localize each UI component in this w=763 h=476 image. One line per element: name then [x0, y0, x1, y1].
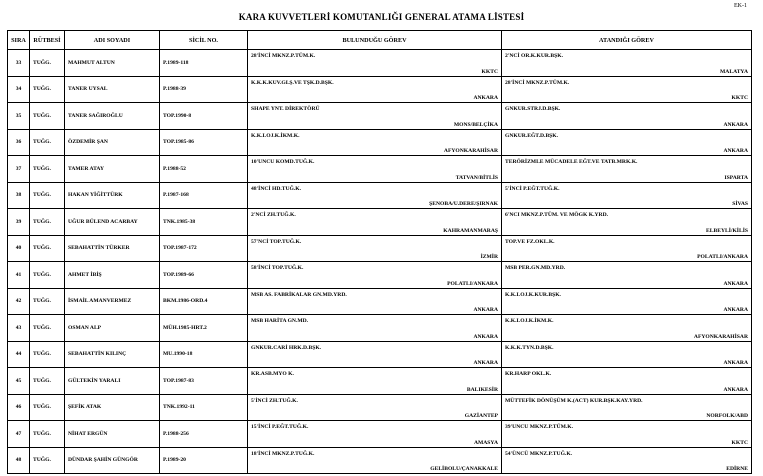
annex-label: EK-1: [734, 3, 747, 9]
row-sicil: TOP.1985-86: [160, 129, 248, 156]
row-number: 42: [8, 288, 30, 315]
row-rank: TUĞG.: [30, 341, 65, 368]
row-sicil: P.1989-20: [160, 447, 248, 474]
row-name: MAHMUT ALTUN: [65, 50, 160, 77]
current-location: TATVAN/BİTLİS: [455, 174, 498, 181]
row-number: 39: [8, 209, 30, 236]
new-location: KKTC: [731, 95, 748, 101]
row-current-post: [248, 235, 502, 262]
table-row: [8, 103, 752, 130]
current-location: BALIKESİR: [466, 386, 498, 393]
current-location: POLATLI/ANKARA: [447, 280, 498, 287]
row-number: 45: [8, 368, 30, 395]
row-current-post: [248, 156, 502, 183]
row-current-post: [248, 341, 502, 368]
row-number: 44: [8, 341, 30, 368]
row-new-post: [502, 129, 752, 156]
table-body: [8, 50, 752, 474]
row-current-post: [248, 421, 502, 448]
current-unit: 48'İNCİ HD.TUĞ.K.: [251, 185, 302, 192]
current-unit: 18'İNCİ MKNZ.P.TUĞ.K.: [251, 450, 315, 457]
row-sicil: P.1988-39: [160, 76, 248, 103]
row-rank: TUĞG.: [30, 156, 65, 183]
table-row: [8, 421, 752, 448]
row-sicil: TNK.1985-38: [160, 209, 248, 236]
row-current-post: [248, 103, 502, 130]
row-sicil: BKM.1986-ORD.4: [160, 288, 248, 315]
row-number: 35: [8, 103, 30, 130]
row-number: 41: [8, 262, 30, 289]
row-name: TAMER ATAY: [65, 156, 160, 183]
row-new-post: [502, 262, 752, 289]
table-row: [8, 129, 752, 156]
row-name: ÖZDEMİR ŞAN: [65, 129, 160, 156]
current-location: ANKARA: [473, 307, 498, 313]
row-new-post: [502, 315, 752, 342]
row-name: SEBAHATTİN TÜRKER: [65, 235, 160, 262]
row-current-post: [248, 368, 502, 395]
assignment-table: [7, 30, 752, 474]
row-rank: TUĞG.: [30, 103, 65, 130]
new-location: ISPARTA: [724, 174, 748, 181]
new-unit: 54'ÜNCÜ MKNZ.P.TUĞ.K.: [505, 450, 573, 457]
row-current-post: [248, 50, 502, 77]
row-name: NİHAT ERGÜN: [65, 421, 160, 448]
row-name: DÜNDAR ŞAHİN GÜNGÖR: [65, 447, 160, 474]
current-location: KAHRAMANMARAŞ: [443, 227, 498, 234]
current-unit: K.K.LOJ.K.İKM.K.: [251, 132, 300, 139]
current-location: ANKARA: [473, 333, 498, 340]
header-sicil-no: SİCİL NO.: [160, 31, 248, 50]
new-location: SİVAS: [732, 201, 748, 207]
row-name: GÜLTEKİN YARALI: [65, 368, 160, 395]
row-new-post: [502, 50, 752, 77]
current-location: AFYONKARAHİSAR: [443, 148, 498, 154]
row-sicil: TOP.1990-8: [160, 103, 248, 130]
row-rank: TUĞG.: [30, 209, 65, 236]
row-name: İSMAİL AMANVERMEZ: [65, 288, 160, 315]
page-title: KARA KUVVETLERİ KOMUTANLIĞI GENERAL ATAMA LİSTESİ: [238, 12, 525, 22]
row-sicil: TOP.1989-66: [160, 262, 248, 289]
current-unit: 15'İNCİ P.EĞT.TUĞ.K.: [251, 424, 309, 430]
row-new-post: [502, 421, 752, 448]
new-location: POLATLI/ANKARA: [697, 254, 748, 260]
current-unit: 58'İNCİ TOP.TUĞ.K.: [251, 265, 304, 271]
row-new-post: [502, 341, 752, 368]
new-unit: GNKUR.EĞT.D.BŞK.: [505, 132, 559, 139]
row-rank: TUĞG.: [30, 76, 65, 103]
table-row: [8, 341, 752, 368]
new-unit: 39'UNCU MKNZ.P.TÜM.K.: [505, 424, 574, 430]
table-row: [8, 447, 752, 474]
row-new-post: [502, 368, 752, 395]
table-row: [8, 76, 752, 103]
row-number: 36: [8, 129, 30, 156]
row-sicil: P.1987-168: [160, 182, 248, 209]
row-number: 33: [8, 50, 30, 77]
row-sicil: MU.1990-18: [160, 341, 248, 368]
header-rutbe: RÜTBESİ: [30, 31, 65, 50]
table-row: [8, 235, 752, 262]
table-row: [8, 394, 752, 421]
new-location: AFYONKARAHİSAR: [693, 333, 748, 340]
row-name: HAKAN YİĞİTTÜRK: [65, 182, 160, 209]
row-sicil: P.1988-52: [160, 156, 248, 183]
row-new-post: [502, 288, 752, 315]
row-rank: TUĞG.: [30, 288, 65, 315]
new-location: ANKARA: [723, 307, 748, 313]
row-name: ŞEFİK ATAK: [65, 394, 160, 421]
row-new-post: [502, 156, 752, 183]
current-unit: KR.ASB.MYO K.: [251, 371, 294, 377]
row-rank: TUĞG.: [30, 368, 65, 395]
new-unit: K.K.LOJ.K.İKM.K.: [505, 318, 554, 324]
row-new-post: [502, 447, 752, 474]
table-row: [8, 262, 752, 289]
current-location: İZMİR: [480, 254, 498, 260]
current-unit: GNKUR.CARİ HRK.D.BŞK.: [251, 344, 322, 351]
row-rank: TUĞG.: [30, 129, 65, 156]
current-unit: SHAPE YNT. DİREKTÖRÜ: [251, 106, 320, 112]
row-rank: TUĞG.: [30, 262, 65, 289]
row-rank: TUĞG.: [30, 235, 65, 262]
table-row: [8, 182, 752, 209]
current-unit: 57'NCİ TOP.TUĞ.K.: [251, 238, 302, 245]
header-sira: SIRA: [8, 31, 30, 50]
row-name: UĞUR BÜLEND ACARBAY: [65, 209, 160, 236]
current-unit: K.K.K.KUV.GLŞ.VE TŞK.D.BŞK.: [251, 79, 334, 86]
row-number: 40: [8, 235, 30, 262]
row-current-post: [248, 447, 502, 474]
new-unit: K.K.K.TYN.D.BŞK.: [505, 344, 554, 351]
table-header-row: [8, 31, 752, 50]
row-number: 47: [8, 421, 30, 448]
new-unit: 28'İNCİ MKNZ.P.TÜM.K.: [505, 79, 570, 86]
current-unit: 2'NCİ ZH.TUĞ.K.: [251, 212, 296, 218]
row-current-post: [248, 288, 502, 315]
row-number: 34: [8, 76, 30, 103]
row-current-post: [248, 129, 502, 156]
new-location: ANKARA: [723, 386, 748, 393]
current-unit: MSB HARİTA GN.MD.: [251, 318, 309, 324]
new-location: MALATYA: [720, 68, 748, 75]
header-bulundugu-gorev: BULUNDUĞU GÖREV: [248, 31, 502, 50]
row-sicil: TOP.1987-172: [160, 235, 248, 262]
row-rank: TUĞG.: [30, 447, 65, 474]
new-unit: 2'NCİ OR.K.KUR.BŞK.: [505, 53, 563, 59]
row-name: SEBAHATTİN KILINÇ: [65, 341, 160, 368]
new-location: ANKARA: [723, 148, 748, 154]
current-location: GELİBOLU/ÇANAKKALE: [430, 466, 498, 472]
row-current-post: [248, 209, 502, 236]
row-sicil: MÜH.1985-HRT.2: [160, 315, 248, 342]
row-current-post: [248, 76, 502, 103]
current-unit: 5'İNCİ ZH.TUĞ.K.: [251, 397, 298, 404]
current-location: ANKARA: [473, 360, 498, 366]
row-rank: TUĞG.: [30, 315, 65, 342]
row-number: 37: [8, 156, 30, 183]
row-rank: TUĞG.: [30, 421, 65, 448]
new-location: ANKARA: [723, 121, 748, 128]
table-row: [8, 209, 752, 236]
new-unit: MÜTTEFİK DÖNÜŞÜM K.(ACT) KUR.BŞK.KAY.YRD.: [505, 397, 643, 404]
new-unit: TERÖRİZMLE MÜCADELE EĞT.VE TATB.MRK.K.: [505, 159, 638, 165]
current-unit: MSB AS. FABRİKALAR GN.MD.YRD.: [251, 291, 347, 298]
row-new-post: [502, 394, 752, 421]
current-unit: 10'UNCU KOMD.TUĞ.K.: [251, 159, 315, 165]
row-name: AHMET İBİŞ: [65, 262, 160, 289]
new-location: KKTC: [731, 439, 748, 446]
row-sicil: P.1989-118: [160, 50, 248, 77]
current-location: ANKARA: [473, 95, 498, 101]
table-row: [8, 315, 752, 342]
row-number: 43: [8, 315, 30, 342]
current-location: ŞENOBA/U.DERE/ŞIRNAK: [429, 201, 498, 207]
row-name: TANER UYSAL: [65, 76, 160, 103]
row-sicil: TNK.1992-11: [160, 394, 248, 421]
new-unit: 6'NCI MKNZ.P.TÜM. VE MÖGK K.YRD.: [505, 212, 609, 218]
new-unit: MSB PER.GN.MD.YRD.: [505, 265, 566, 271]
row-name: OSMAN ALP: [65, 315, 160, 342]
current-unit: 28'İNCİ MKNZ.P.TÜM.K.: [251, 53, 316, 59]
row-new-post: [502, 76, 752, 103]
new-location: ELBEYLİ/KİLİS: [706, 227, 748, 234]
row-rank: TUĞG.: [30, 182, 65, 209]
header-atandigi-gorev: ATANDIĞI GÖREV: [502, 31, 752, 50]
current-location: MONS/BELÇİKA: [453, 121, 498, 128]
row-new-post: [502, 235, 752, 262]
new-unit: 5'İNCİ P.EĞT.TUĞ.K.: [505, 185, 560, 192]
row-sicil: P.1988-256: [160, 421, 248, 448]
row-new-post: [502, 182, 752, 209]
row-current-post: [248, 315, 502, 342]
row-number: 38: [8, 182, 30, 209]
new-location: NORFOLK/ABD: [706, 413, 748, 419]
row-number: 48: [8, 447, 30, 474]
current-location: KKTC: [481, 68, 498, 75]
new-unit: GNKUR.STRJ.D.BŞK.: [505, 106, 561, 112]
new-unit: KR.HARP OKL.K.: [505, 371, 552, 377]
row-name: TANER SAĞIROĞLU: [65, 103, 160, 130]
header-adi-soyadi: ADI SOYADI: [65, 31, 160, 50]
row-rank: TUĞG.: [30, 50, 65, 77]
row-current-post: [248, 182, 502, 209]
table-row: [8, 156, 752, 183]
table-row: [8, 50, 752, 77]
new-unit: TOP.VE FZ.OKL.K.: [505, 238, 555, 245]
new-location: ANKARA: [723, 360, 748, 366]
row-new-post: [502, 209, 752, 236]
row-rank: TUĞG.: [30, 394, 65, 421]
row-number: 46: [8, 394, 30, 421]
table-row: [8, 288, 752, 315]
row-sicil: TOP.1987-83: [160, 368, 248, 395]
new-unit: K.K.LOJ.K.KUR.BŞK.: [505, 291, 561, 298]
current-location: GAZİANTEP: [464, 413, 498, 419]
row-current-post: [248, 394, 502, 421]
new-location: EDİRNE: [726, 466, 748, 472]
table-row: [8, 368, 752, 395]
row-current-post: [248, 262, 502, 289]
row-new-post: [502, 103, 752, 130]
current-location: AMASYA: [473, 439, 498, 446]
new-location: ANKARA: [723, 280, 748, 287]
